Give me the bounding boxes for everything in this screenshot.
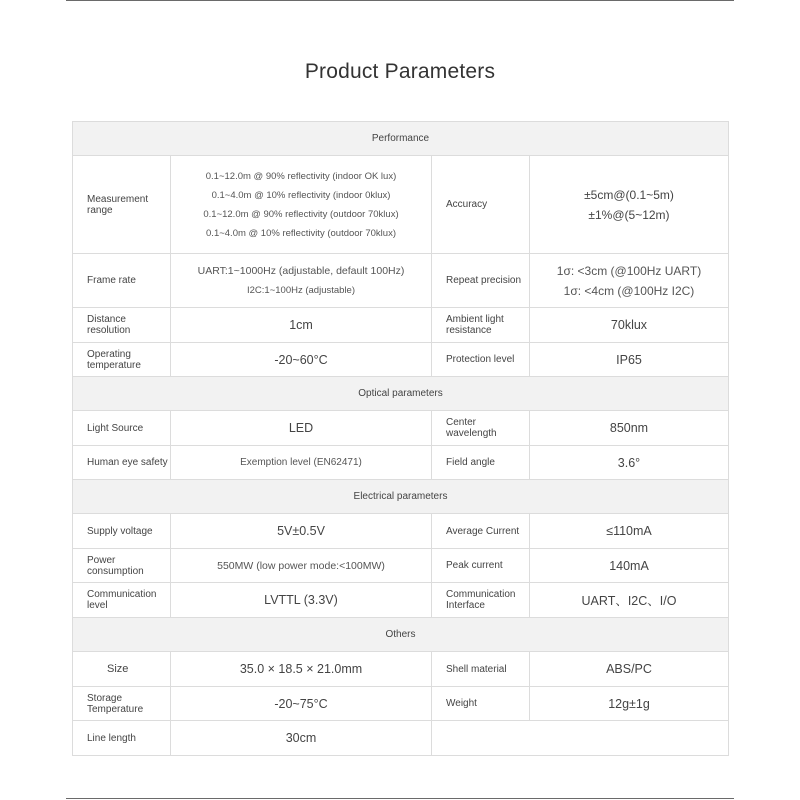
measurement-range-line: 0.1~12.0m @ 90% reflectivity (indoor OK lux) <box>205 170 397 182</box>
label-weight: Weight <box>432 687 530 721</box>
label-line-length: Line length <box>73 721 171 756</box>
label-storage-temperature: Storage Temperature <box>73 687 171 721</box>
label-average-current: Average Current <box>432 514 530 549</box>
section-others: Others <box>73 618 729 652</box>
measurement-range-line: 0.1~12.0m @ 90% reflectivity (outdoor 70klux) <box>203 208 399 220</box>
value-measurement-range <box>171 156 432 254</box>
label-measurement-range: Measurement range <box>73 156 171 254</box>
page-title: Product Parameters <box>304 60 496 83</box>
label-field-angle: Field angle <box>432 446 530 480</box>
value-human-eye-safety: Exemption level (EN62471) <box>171 446 432 480</box>
value-ambient-light-resistance: 70klux <box>530 308 729 343</box>
value-average-current: ≤110mA <box>530 514 729 549</box>
section-performance: Performance <box>73 122 729 156</box>
measurement-range-line: 0.1~4.0m @ 10% reflectivity (indoor 0klux) <box>211 189 391 201</box>
value-supply-voltage: 5V±0.5V <box>171 514 432 549</box>
label-protection-level: Protection level <box>432 343 530 377</box>
label-peak-current: Peak current <box>432 549 530 583</box>
frame-rate-line: UART:1~1000Hz (adjustable, default 100Hz) <box>197 264 405 277</box>
label-supply-voltage: Supply voltage <box>73 514 171 549</box>
label-power-consumption: Power consumption <box>73 549 171 583</box>
value-field-angle: 3.6° <box>530 446 729 480</box>
value-light-source: LED <box>171 411 432 446</box>
label-ambient-light-resistance: Ambient light resistance <box>432 308 530 343</box>
label-shell-material: Shell material <box>432 652 530 687</box>
value-power-consumption: 550MW (low power mode:<100MW) <box>171 549 432 583</box>
label-repeat-precision: Repeat precision <box>432 254 530 308</box>
label-accuracy: Accuracy <box>432 156 530 254</box>
measurement-range-line: 0.1~4.0m @ 10% reflectivity (outdoor 70klux) <box>206 227 396 239</box>
value-weight: 12g±1g <box>530 687 729 721</box>
value-size: 35.0 × 18.5 × 21.0mm <box>171 652 432 687</box>
value-distance-resolution: 1cm <box>171 308 432 343</box>
repeat-precision-line: 1σ: <3cm (@100Hz UART) <box>556 263 702 278</box>
value-accuracy <box>530 156 729 254</box>
value-repeat-precision <box>530 254 729 308</box>
value-communication-interface: UART、I2C、I/O <box>530 583 729 618</box>
label-communication-interface: Communication Interface <box>432 583 530 618</box>
label-size: Size <box>73 652 171 687</box>
value-frame-rate <box>171 254 432 308</box>
empty-cell <box>432 721 729 756</box>
parameters-table <box>72 121 729 756</box>
value-peak-current: 140mA <box>530 549 729 583</box>
value-protection-level: IP65 <box>530 343 729 377</box>
top-divider <box>66 0 734 1</box>
section-electrical: Electrical parameters <box>73 480 729 514</box>
label-frame-rate: Frame rate <box>73 254 171 308</box>
label-communication-level: Communication level <box>73 583 171 618</box>
label-operating-temperature: Operating temperature <box>73 343 171 377</box>
value-center-wavelength: 850nm <box>530 411 729 446</box>
label-center-wavelength: Center wavelength <box>432 411 530 446</box>
section-optical: Optical parameters <box>73 377 729 411</box>
value-shell-material: ABS/PC <box>530 652 729 687</box>
label-light-source: Light Source <box>73 411 171 446</box>
frame-rate-line: I2C:1~100Hz (adjustable) <box>247 284 355 296</box>
label-distance-resolution: Distance resolution <box>73 308 171 343</box>
value-operating-temperature: -20~60°C <box>171 343 432 377</box>
value-line-length: 30cm <box>171 721 432 756</box>
repeat-precision-line: 1σ: <4cm (@100Hz I2C) <box>563 283 695 298</box>
value-storage-temperature: -20~75°C <box>171 687 432 721</box>
accuracy-line: ±5cm@(0.1~5m) <box>584 187 674 202</box>
accuracy-line: ±1%@(5~12m) <box>588 207 670 222</box>
value-communication-level: LVTTL (3.3V) <box>171 583 432 618</box>
bottom-divider <box>66 798 734 799</box>
label-human-eye-safety: Human eye safety <box>73 446 171 480</box>
